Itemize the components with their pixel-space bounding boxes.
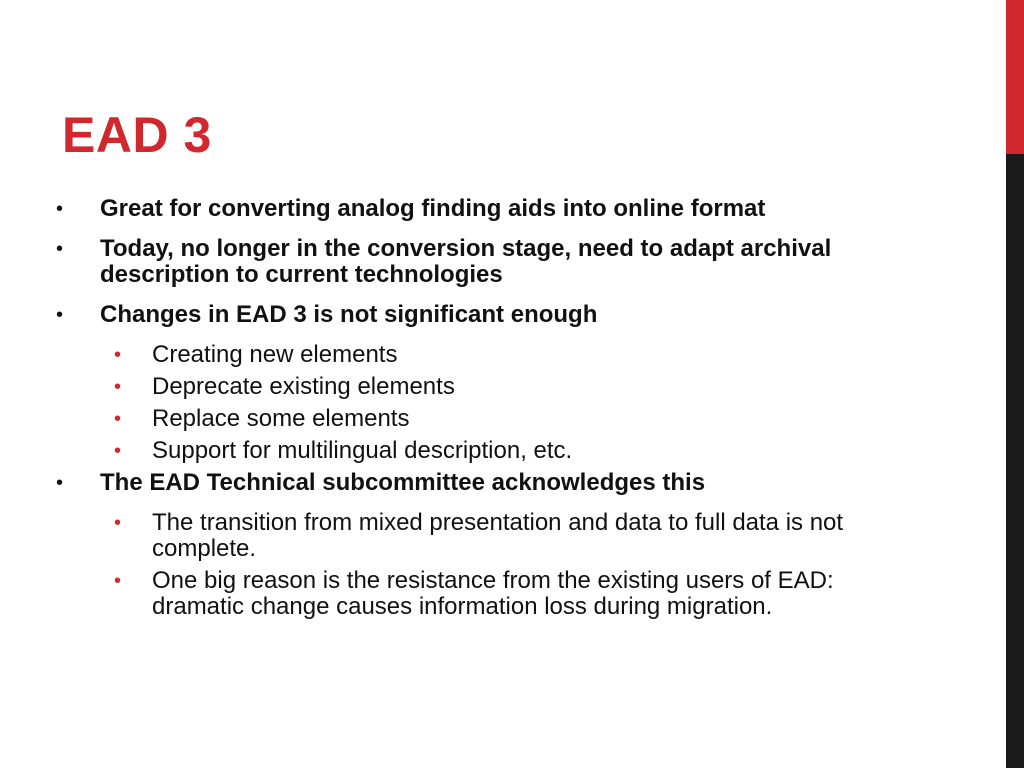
- bullet-text: Changes in EAD 3 is not significant enough: [100, 301, 598, 328]
- bullet-text: Great for converting analog finding aids into online format: [100, 195, 766, 222]
- sub-bullet-icon: •: [114, 512, 122, 534]
- sub-bullet-icon: •: [114, 344, 122, 366]
- sub-bullet-text: Creating new elements: [152, 341, 398, 368]
- slide-edge-bar: [1006, 0, 1024, 768]
- slide-content: [56, 196, 916, 634]
- sub-bullet-text: Deprecate existing elements: [152, 373, 455, 400]
- bullet-list: [56, 196, 916, 620]
- edge-bar-dark: [1006, 154, 1024, 768]
- sub-bullet-text: The transition from mixed presentation and data to full data is not complete.: [152, 509, 844, 562]
- bullet-item: [56, 470, 916, 620]
- sub-bullet-item: [100, 374, 916, 400]
- sub-bullet-text: One big reason is the resistance from the existing users of EAD: dramatic change causes information loss during migration.: [152, 567, 834, 620]
- sub-bullet-icon: •: [114, 408, 122, 430]
- sub-bullet-list: [100, 510, 916, 620]
- bullet-text: The EAD Technical subcommittee acknowledges this: [100, 469, 706, 496]
- sub-bullet-list: [100, 342, 916, 464]
- sub-bullet-item: [100, 568, 916, 620]
- bullet-item: [56, 302, 916, 464]
- bullet-item: [56, 236, 916, 288]
- bullet-text: Today, no longer in the conversion stage, need to adapt archival description to current technologies: [100, 235, 832, 288]
- bullet-item: [56, 196, 916, 222]
- sub-bullet-icon: •: [114, 440, 122, 462]
- sub-bullet-text: Replace some elements: [152, 405, 410, 432]
- sub-bullet-item: [100, 406, 916, 432]
- edge-bar-accent: [1006, 0, 1024, 154]
- slide-title: EAD 3: [62, 107, 212, 163]
- sub-bullet-icon: •: [114, 376, 122, 398]
- bullet-icon: •: [56, 198, 64, 220]
- sub-bullet-icon: •: [114, 570, 122, 592]
- sub-bullet-text: Support for multilingual description, etc.: [152, 437, 573, 464]
- bullet-icon: •: [56, 304, 64, 326]
- sub-bullet-item: [100, 510, 916, 562]
- bullet-icon: •: [56, 472, 64, 494]
- sub-bullet-item: [100, 438, 916, 464]
- bullet-icon: •: [56, 238, 64, 260]
- sub-bullet-item: [100, 342, 916, 368]
